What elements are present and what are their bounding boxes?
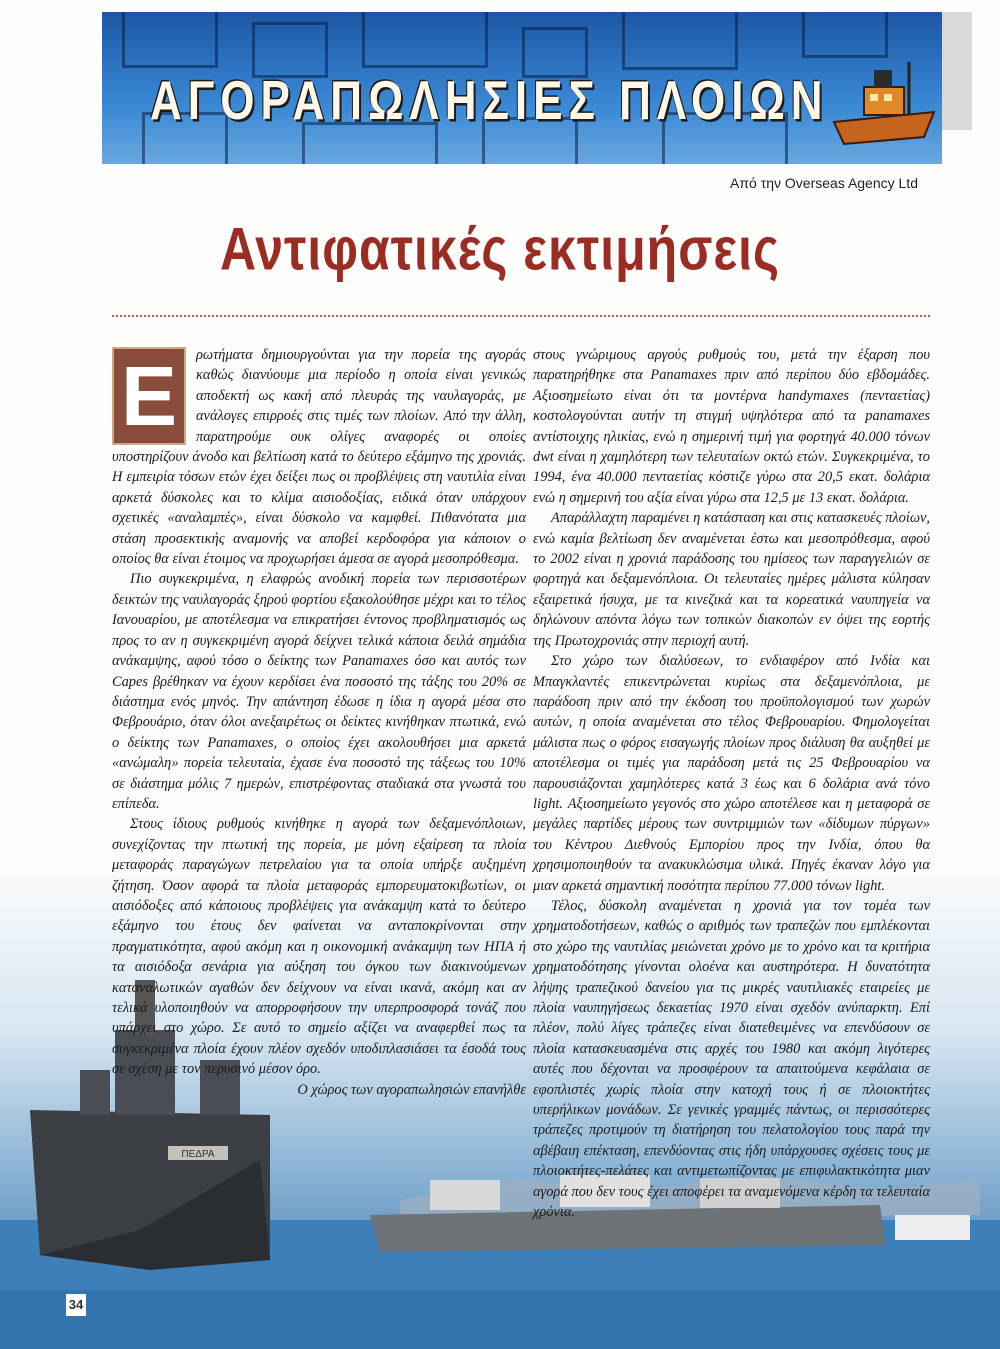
article-paragraph: Ο χώρος των αγοραπωλησιών επανήλθε [297,1081,526,1098]
headline-divider [112,315,930,317]
section-title: ΑΓΟΡΑΠΩΛΗΣΙΕΣ ΠΛΟΙΩΝ [150,70,829,132]
article-paragraph: Πιο συγκεκριμένα, η ελαφρώς ανοδική πορεία των περισσοτέρων δεικτών της ναυλαγοράς ξηρού φορτίου εξακολούθησε μέχρι και το τέλος Ιανουαρίου, με αποτέλεσμα να επικρατήσει έντονος προβληματισμός ως προς το αν η συγκεκριμένη αγορά δείχνει τελικά κάποια δειλά σημάδια ανάκαμψης, αφού τόσο ο δείκτης των Panamaxes όσο και αυτός των Capes βρέθηκαν να έχουν κερδίσει ένα ποσοστό της τάξης του 20% σε διάστημα ενός μηνός. Την απάντηση έδωσε η ίδια η αγορά μέσα στο Φεβρουάριο, όταν όλοι ανεξαιρέτως οι δείκτες κινήθηκαν πτωτικά, ενώ ο δείκτης των Panamaxes, ο οποίος έχει ακολουθήσει μια αρκετά «ανώμαλη» πορεία τελευταία, έχασε ένα ποσοστό της τάξεως του 10% σε διάστημα μόλις 7 ημερών, επιστρέφοντας σταδιακά στα γνωστά του επίπεδα. [112,571,526,812]
article-paragraph: Τέλος, δύσκολη αναμένεται η χρονιά για τον τομέα των χρηματοδοτήσεων, καθώς ο αριθμός των τραπεζών που εμπλέκονται στο χώρο της ναυτιλίας μειώνεται χρόνο με το χρόνο και τα κριτήρια χρηματοδότησης γίνονται ολοένα και αυστηρότερα. Η δυνατότητα λήψης τραπεζικού δανείου για τις μικρές ναυτιλιακές εταιρείες με πλοία ναυπηγήσεως δεκαετίας 1970 είναι σχεδόν ανύπαρκτη. Επί πλέον, πολύ λίγες τράπεζες είναι διατεθειμένες να επενδύσουν σε πλοία κατασκευασμένα στις αρχές του 1980 και ακόμη λιγότερες αυτές που δέχονται να προσφέρουν τα απαιτούμενα κεφάλαια σε εφοπλιστές χωρίς πλοία στην κατοχή τους ή σε πλοιοκτήτες υπερήλικων μονάδων. Σε γενικές γραμμές πάντως, οι περισσότερες τράπεζες προτιμούν τη διατήρηση του πελατολογίου τους παρά την αβέβαιη επέκταση, επενδύοντας στις ήδη υπάρχουσες σχέσεις τους με πλοιοκτήτες-πελάτες και αντιμετωπίζοντας με επιφυλακτικότητα μιαν αγορά που δεν τους έχει αποφέρει τα αναμενόμενα κέρδη τα τελευταία χρόνια. [533,897,930,1221]
article-paragraph: Απαράλλαχτη παραμένει η κατάσταση και στις κατασκευές πλοίων, ενώ καμία βελτίωση δεν αναμένεται έστω και μεσοπρόθεσμα, αφού το 2002 είναι η χρονιά παράδοσης του ημίσεος των παραγγελιών σε φορτηγά και δεξαμενόπλοια. Οι τελευταίες ημέρες μάλιστα κύλησαν εξαιρετικά ήσυχα, με τα κινεζικά και τα κορεατικά ναυπηγεία να δηλώνουν απόντα λόγω των τοπικών διακοπών εν όψει της εορτής της Πρωτοχρονιάς στην περιοχή αυτή. [533,510,930,649]
dropcap-initial: Ε [112,347,186,445]
page-number: 34 [66,1294,86,1316]
ship-name-plate: ΠΕΔΡΑ [181,1149,215,1160]
header-edge-strip [942,12,972,130]
article-paragraph: Στο χώρο των διαλύσεων, το ενδιαφέρον από Ινδία και Μπαγκλαντές επικεντρώνεται κυρίως στα δεξαμενόπλοια, με παράδοση πριν από την έκδοση του προϋπολογισμού των χωρών αυτών, η οποία αναμένεται στο τέλος Φεβρουαρίου. Φημολογείται μάλιστα πως ο φόρος εισαγωγής πλοίων προς διάλυση θα αυξηθεί με αποτέλεσμα οι τιμές για παράδοση μετά τις 25 Φεβρουαρίου να παρουσιάζονται χαμηλότερες κατά 3 έως και 6 δολάρια ανά τόνο light. Αξιοσημείωτο γεγονός στο χώρο αποτέλεσε και η μεταφορά σε μεγάλες παρτίδες μέρους των συντριμμιών των «δίδυμων πύργων» του Κέντρου Διεθνούς Εμπορίου προς την Ινδία, όπου θα χρησιμοποιηθούν τα ανακυκλώσιμα υλικά. Πηγές έκαναν λόγο για μιαν αρκετά σημαντική ποσότητα περίπου 77.000 τόνων light. [533,653,930,894]
article-source: Από την Overseas Agency Ltd [730,175,918,191]
tugboat-illustration [824,52,942,152]
article-paragraph: στους γνώριμους αργούς ρυθμούς του, μετά την έξαρση που παρατηρήθηκε στα Panamaxes πριν από περίπου δύο εβδομάδες. Αξιοσημείωτο είναι ότι τα μοντέρνα handymaxes (πενταετίας) κοστολογούνται αυτήν τη στιγμή υψηλότερα από τα panamaxes αντίστοιχης ηλικίας, ενώ η σημερινή τιμή για φορτηγά 40.000 τόνων dwt είναι η χαμηλότερη των τελευταίων οκτώ ετών. Συγκεκριμένα, το 1994, ένα 40.000 πενταετίας κόστιζε γύρω στα 20,5 εκατ. δολάρια ενώ η σημερινή του αξία είναι γύρω στα 12,5 με 13 εκατ. δολάρια. [533,347,930,506]
article-headline: Αντιφατικές εκτιμήσεις [219,215,781,283]
article-column-right [533,345,930,1222]
article-paragraph: Ε ρωτήματα δημιουργούνται για την πορεία της αγοράς καθώς διανύουμε μια περίοδο η οποία είναι γενικώς αποδεκτή ως κακή από πλευράς της ναυλαγοράς, με ανάλογες επιρροές στις τιμές των πλοίων. Από την άλλη, παρατηρούμε ουκ ολίγες αναφορές οι οποίες υποστηρίζουν άνοδο και βελτίωση κατά το δεύτερο εξάμηνο της χρονιάς. Η εμπειρία τόσων ετών έχει δείξει πως οι προβλέψεις στη ναυτιλία είναι αρκετά δύσκολες και το κλίμα αισιοδοξίας, ειδικά όταν υπάρχουν σχετικές «αναλαμπές», είναι δύσκολο να καμφθεί. Πιθανότατα μια στάση προσεκτικής αναμονής να αποβεί κερδοφόρα για κάποιον ο οποίος θα είναι έτοιμος να προχωρήσει άμεσα σε αγορά μεσοπρόθεσμα. [112,347,526,568]
article-column-left [112,345,526,1100]
article-paragraph: Στους ίδιους ρυθμούς κινήθηκε η αγορά των δεξαμενόπλοιων, συνεχίζοντας την πτωτική της πορεία, με μόνη εξαίρεση τα πλοία μεταφοράς παραγώγων πετρελαίου για τα οποία υπήρξε αυξημένη ζήτηση. Όσον αφορά τα πλοία μεταφοράς εμπορευματοκιβωτίων, οι αισιόδοξες από κάποιους προβλέψεις για ανάκαμψη κατά το δεύτερο εξάμηνο του έτους δεν φαίνεται να ανταποκρίνονται στην πραγματικότητα, αφού ακόμη και η οικονομική ανάκαμψη των ΗΠΑ ή τα αισιόδοξα σενάρια για αύξηση του όγκου των διακινούμενων καταναλωτικών αγαθών δεν δείχνουν να είναι ικανά, ακόμη και αν τελικά υλοποιηθούν να απορροφήσουν την υπερπροσφορά τονάζ που υπάρχει στο χώρο. Σε αυτό το σημείο αξίζει να αναφερθεί πως τα συγκεκριμένα πλοία έχουν πλέον σχεδόν υποδιπλασιάσει τα έσοδά τους σε σχέση με τον περυσινό μέσον όρο. [112,816,526,1078]
